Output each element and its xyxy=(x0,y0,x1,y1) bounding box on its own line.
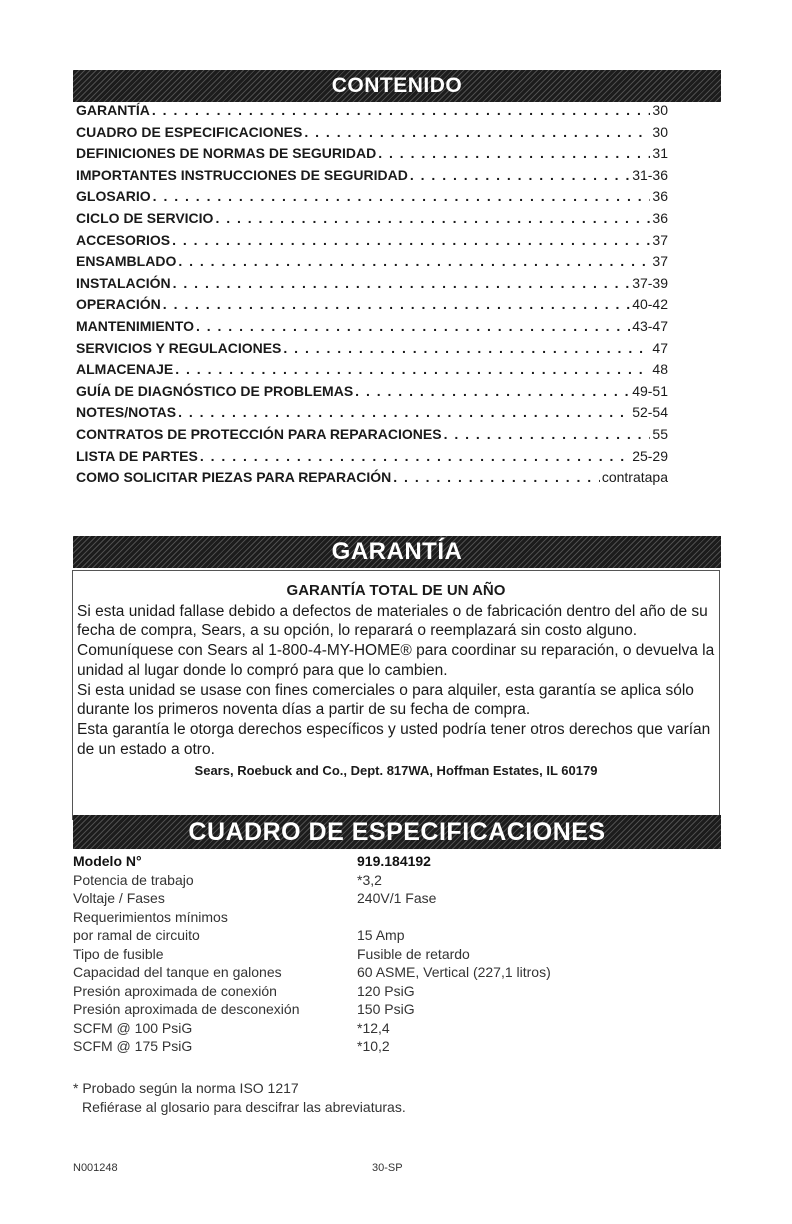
toc-leader-dots xyxy=(378,145,650,161)
specs-table xyxy=(73,852,713,1056)
toc-item xyxy=(76,469,668,491)
toc-item xyxy=(76,426,668,448)
spec-label: Voltaje / Fases xyxy=(73,890,165,906)
specs-banner xyxy=(73,815,721,849)
toc-leader-dots xyxy=(410,167,630,183)
spec-row xyxy=(73,926,713,945)
toc-item xyxy=(76,188,668,210)
toc-item xyxy=(76,145,668,167)
toc-item-page: 47 xyxy=(652,339,668,356)
toc-item-page: 52-54 xyxy=(632,404,668,421)
toc-leader-dots xyxy=(178,253,650,269)
toc-leader-dots xyxy=(178,404,630,420)
toc-item xyxy=(76,210,668,232)
toc-leader-dots xyxy=(215,210,650,226)
spec-label: SCFM @ 175 PsiG xyxy=(73,1038,193,1054)
toc-item-label: CICLO DE SERVICIO xyxy=(76,209,214,226)
toc-item-label: IMPORTANTES INSTRUCCIONES DE SEGURIDAD xyxy=(76,166,408,183)
toc-item xyxy=(76,318,668,340)
document-code: N001248 xyxy=(73,1162,118,1174)
spec-label: Presión aproximada de desconexión xyxy=(73,1001,300,1017)
specs-model-value: 919.184192 xyxy=(357,853,431,869)
spec-row xyxy=(73,982,713,1001)
spec-label: Capacidad del tanque en galones xyxy=(73,964,282,980)
toc-item xyxy=(76,340,668,362)
toc-item-page: 48 xyxy=(652,361,668,378)
toc-item-label: INSTALACIÓN xyxy=(76,274,171,291)
spec-value: 150 PsiG xyxy=(357,1001,415,1017)
warranty-paragraph-2: Si esta unidad se usase con fines comerciales o para alquiler, esta garantía se aplica sólo durante los primeros noventa días a partir de su fecha de compra. xyxy=(77,681,694,719)
toc-item-page: contratapa xyxy=(601,469,668,486)
toc-item-label: ENSAMBLADO xyxy=(76,253,177,270)
toc-item xyxy=(76,296,668,318)
toc-leader-dots xyxy=(172,232,650,248)
toc-leader-dots xyxy=(173,275,631,291)
specs-footnote xyxy=(73,1079,406,1117)
toc-item-page: 30 xyxy=(652,102,668,118)
toc-item-page: 36 xyxy=(652,209,668,226)
toc-item xyxy=(76,167,668,189)
spec-row xyxy=(73,1037,713,1056)
spec-label: Tipo de fusible xyxy=(73,945,164,962)
toc-item-label: CONTRATOS DE PROTECCIÓN PARA REPARACIONES xyxy=(76,425,442,442)
toc-item xyxy=(76,361,668,383)
toc-item-page: 31 xyxy=(652,145,668,162)
toc-item-label: NOTES/NOTAS xyxy=(76,404,177,421)
toc-item xyxy=(76,124,668,146)
toc-leader-dots xyxy=(152,102,651,118)
warranty-paragraph-3: Esta garantía le otorga derechos específicos y usted podría tener otros derechos que varían de un estado a otro. xyxy=(77,720,711,758)
spec-label: por ramal de circuito xyxy=(73,927,200,943)
toc-item-page: 25-29 xyxy=(632,447,668,464)
toc-item-page: 30 xyxy=(652,123,668,140)
spec-row xyxy=(73,1019,713,1038)
toc-leader-dots xyxy=(304,124,650,140)
toc-item-label: GARANTÍA xyxy=(76,102,150,118)
specs-rows xyxy=(73,871,713,1056)
spec-value: *10,2 xyxy=(357,1038,390,1054)
toc-item-label: DEFINICIONES DE NORMAS DE SEGURIDAD xyxy=(76,145,377,162)
specs-model-label: Modelo N° xyxy=(73,853,142,869)
toc-item-label: ALMACENAJE xyxy=(76,361,174,378)
spec-value: 120 PsiG xyxy=(357,982,415,999)
toc-leader-dots xyxy=(355,383,630,399)
toc-leader-dots xyxy=(200,448,630,464)
specs-model-row xyxy=(73,852,713,871)
toc-item-label: CUADRO DE ESPECIFICACIONES xyxy=(76,123,303,140)
table-of-contents xyxy=(76,102,668,491)
spec-row xyxy=(73,945,713,964)
toc-leader-dots xyxy=(175,361,650,377)
spec-value: 240V/1 Fase xyxy=(357,890,437,906)
toc-item-label: OPERACIÓN xyxy=(76,296,161,313)
toc-leader-dots xyxy=(163,296,630,312)
toc-item xyxy=(76,404,668,426)
toc-item-label: SERVICIOS Y REGULACIONES xyxy=(76,339,282,356)
spec-row xyxy=(73,889,713,908)
toc-item-page: 37-39 xyxy=(632,274,668,291)
toc-item-page: 37 xyxy=(652,253,668,270)
footnote-glossary: Refiérase al glosario para descifrar las abreviaturas. xyxy=(82,1099,406,1115)
page-number: 30-SP xyxy=(372,1162,403,1174)
contents-heading: CONTENIDO xyxy=(331,74,463,97)
toc-item-page: 40-42 xyxy=(632,296,668,313)
toc-item-label: GUÍA DE DIAGNÓSTICO DE PROBLEMAS xyxy=(76,382,354,399)
toc-item-page: 49-51 xyxy=(632,382,668,399)
warranty-banner xyxy=(73,536,721,568)
spec-label: SCFM @ 100 PsiG xyxy=(73,1019,193,1036)
toc-item-page: 31-36 xyxy=(632,166,668,183)
spec-label: Potencia de trabajo xyxy=(73,871,194,888)
toc-item-label: COMO SOLICITAR PIEZAS PARA REPARACIÓN xyxy=(76,469,392,486)
toc-item-label: LISTA DE PARTES xyxy=(76,447,198,464)
toc-item-label: MANTENIMIENTO xyxy=(76,317,194,334)
warranty-heading: GARANTÍA xyxy=(331,538,463,565)
toc-item xyxy=(76,448,668,470)
spec-value: 60 ASME, Vertical (227,1 litros) xyxy=(357,964,551,980)
spec-value: *12,4 xyxy=(357,1019,390,1036)
toc-leader-dots xyxy=(283,340,650,356)
spec-value: *3,2 xyxy=(357,871,382,888)
toc-item-label: GLOSARIO xyxy=(76,188,151,205)
toc-item-page: 55 xyxy=(652,425,668,442)
toc-item xyxy=(76,383,668,405)
toc-item-label: ACCESORIOS xyxy=(76,231,171,248)
spec-label: Presión aproximada de conexión xyxy=(73,982,277,999)
warranty-company-address: Sears, Roebuck and Co., Dept. 817WA, Hoffman Estates, IL 60179 xyxy=(194,763,598,779)
spec-label: Requerimientos mínimos xyxy=(73,908,228,925)
spec-value: Fusible de retardo xyxy=(357,945,470,962)
toc-item xyxy=(76,275,668,297)
toc-leader-dots xyxy=(444,426,651,442)
toc-item-page: 37 xyxy=(652,231,668,248)
toc-item-page: 43-47 xyxy=(632,317,668,334)
spec-row xyxy=(73,871,713,890)
toc-leader-dots xyxy=(196,318,630,334)
toc-item-page: 36 xyxy=(652,188,668,205)
spec-row xyxy=(73,963,713,982)
spec-value: 15 Amp xyxy=(357,927,405,943)
toc-item xyxy=(76,253,668,275)
toc-item xyxy=(76,232,668,254)
spec-row xyxy=(73,1000,713,1019)
toc-item xyxy=(76,102,668,124)
footnote-iso: * Probado según la norma ISO 1217 xyxy=(73,1080,299,1096)
specs-heading: CUADRO DE ESPECIFICACIONES xyxy=(188,817,606,846)
warranty-title: GARANTÍA TOTAL DE UN AÑO xyxy=(286,582,506,599)
toc-leader-dots xyxy=(393,469,600,485)
warranty-box xyxy=(72,570,720,820)
warranty-paragraph-1: Si esta unidad fallase debido a defectos de materiales o de fabricación dentro del año de su fecha de compra, Sears, a su opción, lo reparará o reemplazará sin costo alguno. Comuníquese con Sears al 1-800-4-MY-HOME® para coordinar su reparación, o devuelva la unidad al lugar donde lo compró para que lo cambien. xyxy=(77,602,715,679)
contents-banner xyxy=(73,70,721,102)
spec-row xyxy=(73,908,713,927)
toc-leader-dots xyxy=(153,188,651,204)
